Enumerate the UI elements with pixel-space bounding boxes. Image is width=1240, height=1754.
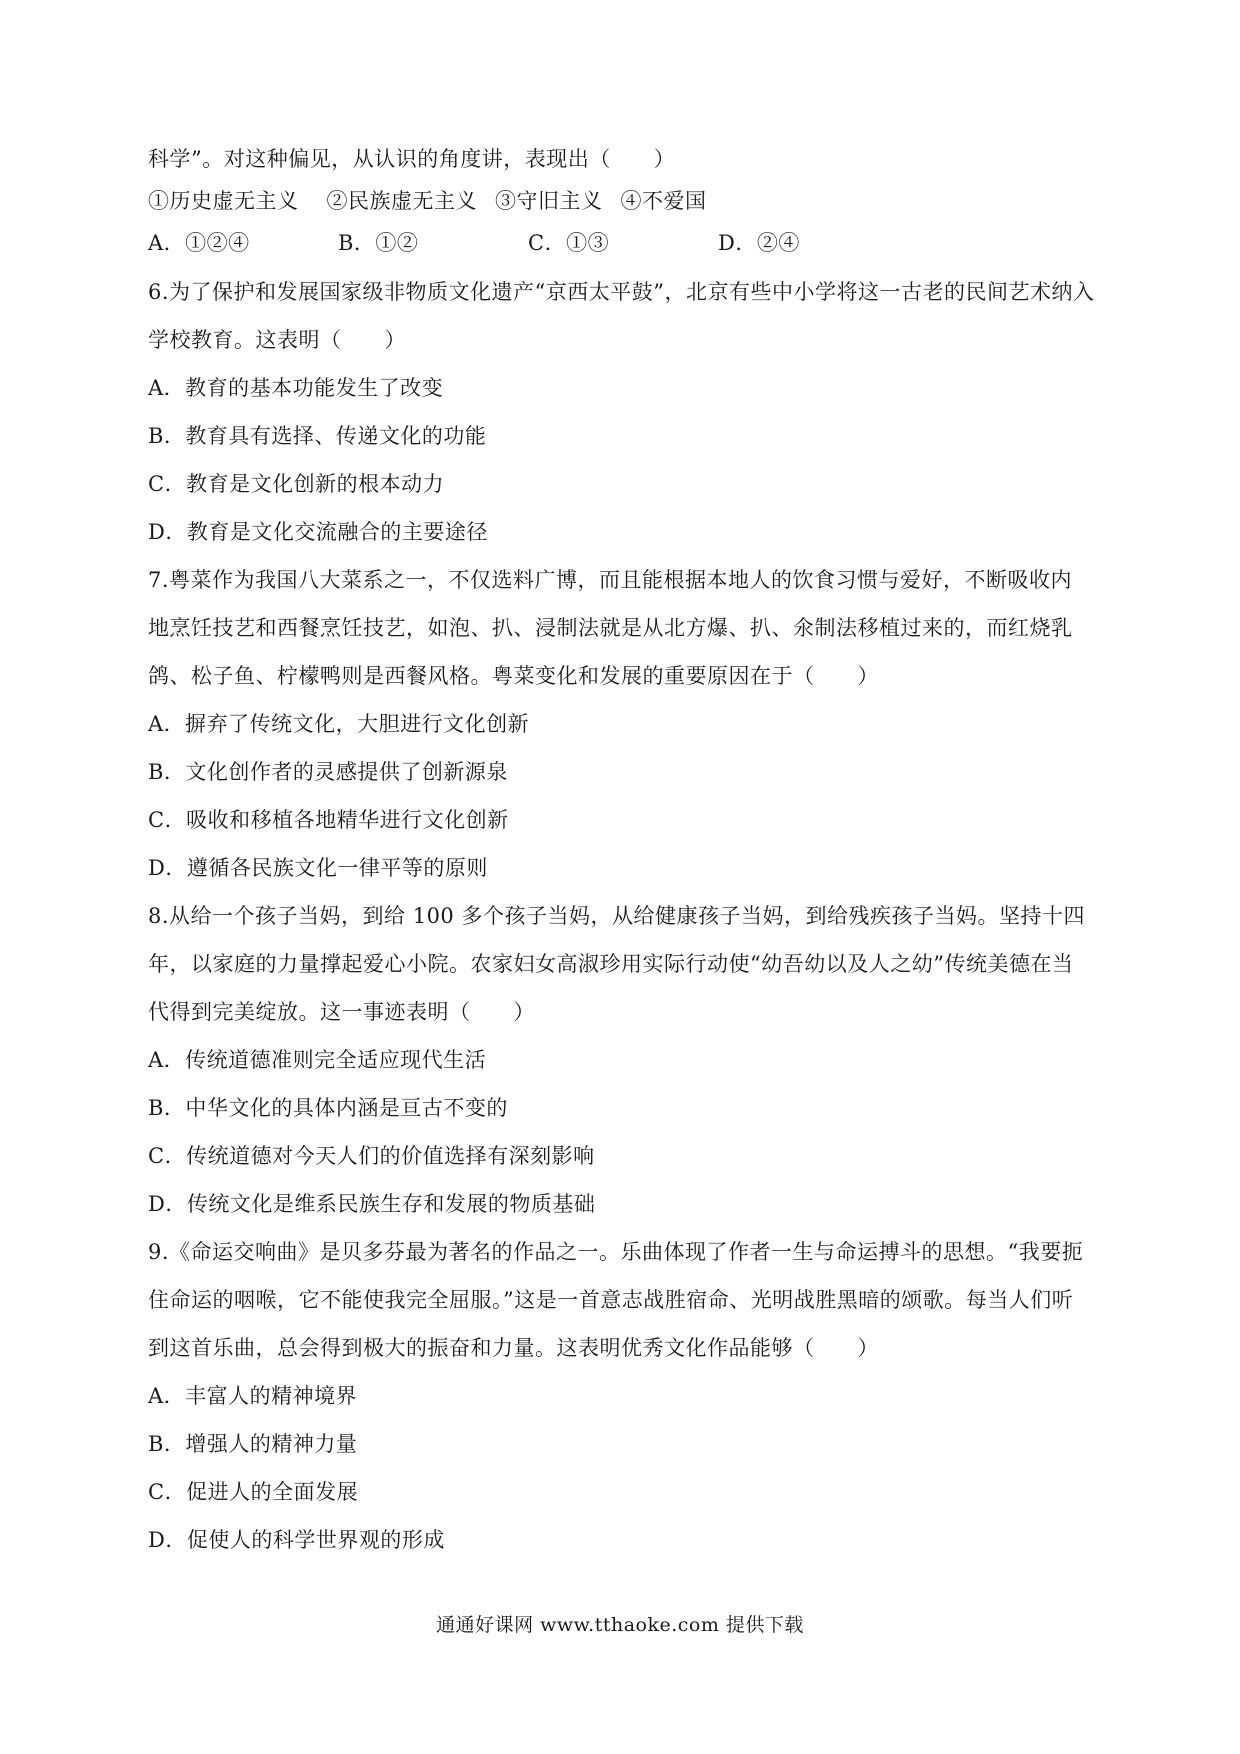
q7-stem-line-2: 地烹饪技艺和西餐烹饪技艺，如泡、扒、浸制法就是从北方爆、扒、氽制法移植过来的，而红烧乳	[148, 616, 1073, 640]
q9-option-a: A．丰富人的精神境界	[148, 1384, 358, 1408]
q6-option-c: C．教育是文化创新的根本动力	[148, 472, 445, 496]
question-content	[148, 145, 1098, 1554]
q5-item-2: ②民族虚无主义	[326, 189, 477, 213]
q5-stem-line-1: 科学”。对这种偏见，从认识的角度讲，表现出（ ）	[148, 147, 676, 171]
q6-option-d: D．教育是文化交流融合的主要途径	[148, 520, 488, 544]
q5-item-3: ③守旧主义	[495, 189, 603, 213]
footer-note: 提供下载	[725, 1614, 804, 1636]
q5-item-4: ④不爱国	[620, 189, 707, 213]
q9-option-c: C．促进人的全面发展	[148, 1480, 359, 1504]
q7-option-b: B．文化创作者的灵感提供了创新源泉	[148, 760, 508, 784]
page-footer	[0, 1612, 1240, 1638]
q5-item-1: ①历史虚无主义	[148, 189, 299, 213]
q9-stem-line-1: 9.《命运交响曲》是贝多芬最为著名的作品之一。乐曲体现了作者一生与命运搏斗的思想。“我要扼	[148, 1240, 1084, 1264]
q5-option-a: A．①②④	[148, 231, 250, 255]
q8-option-b: B．中华文化的具体内涵是亘古不变的	[148, 1096, 508, 1120]
q8-option-a: A．传统道德准则完全适应现代生活	[148, 1048, 487, 1072]
footer-url: www.tthaoke.com	[540, 1614, 720, 1636]
q5-option-b: B．①②	[338, 231, 419, 255]
q8-option-d: D．传统文化是维系民族生存和发展的物质基础	[148, 1192, 596, 1216]
q9-stem-line-3: 到这首乐曲，总会得到极大的振奋和力量。这表明优秀文化作品能够（ ）	[148, 1336, 879, 1360]
q8-stem-line-3: 代得到完美绽放。这一事迹表明（ ）	[148, 1000, 535, 1024]
q7-stem-line-3: 鸽、松子鱼、柠檬鸭则是西餐风格。粤菜变化和发展的重要原因在于（ ）	[148, 664, 879, 688]
footer-site-name: 通通好课网	[436, 1614, 534, 1636]
q7-option-d: D．遵循各民族文化一律平等的原则	[148, 856, 488, 880]
q9-stem-line-2: 住命运的咽喉，它不能使我完全屈服。”这是一首意志战胜宿命、光明战胜黑暗的颂歌。每当人们听	[148, 1288, 1074, 1312]
q7-option-a: A．摒弃了传统文化，大胆进行文化创新	[148, 712, 530, 736]
q6-stem-line-1: 6.为了保护和发展国家级非物质文化遗产“京西太平鼓”，北京有些中小学将这一古老的民间艺术纳入	[148, 280, 1095, 304]
q5-items	[148, 187, 1098, 215]
q9-option-b: B．增强人的精神力量	[148, 1432, 358, 1456]
q6-stem-line-2: 学校教育。这表明（ ）	[148, 328, 406, 352]
q9-option-d: D．促使人的科学世界观的形成	[148, 1528, 445, 1552]
q6-option-b: B．教育具有选择、传递文化的功能	[148, 424, 487, 448]
q6-option-a: A．教育的基本功能发生了改变	[148, 376, 444, 400]
q7-stem-line-1: 7.粤菜作为我国八大菜系之一，不仅选料广博，而且能根据本地人的饮食习惯与爱好，不断吸收内	[148, 568, 1073, 592]
q5-option-d: D．②④	[718, 231, 800, 255]
q5-option-c: C．①③	[528, 231, 610, 255]
q7-option-c: C．吸收和移植各地精华进行文化创新	[148, 808, 509, 832]
q8-stem-line-2: 年，以家庭的力量撑起爱心小院。农家妇女高淑珍用实际行动使“幼吾幼以及人之幼”传统美德在当	[148, 952, 1074, 976]
q8-stem-line-1: 8.从给一个孩子当妈，到给 100 多个孩子当妈，从给健康孩子当妈，到给残疾孩子当妈。坚持十四	[148, 904, 1085, 928]
q8-option-c: C．传统道德对今天人们的价值选择有深刻影响	[148, 1144, 595, 1168]
q5-options	[148, 229, 1098, 257]
